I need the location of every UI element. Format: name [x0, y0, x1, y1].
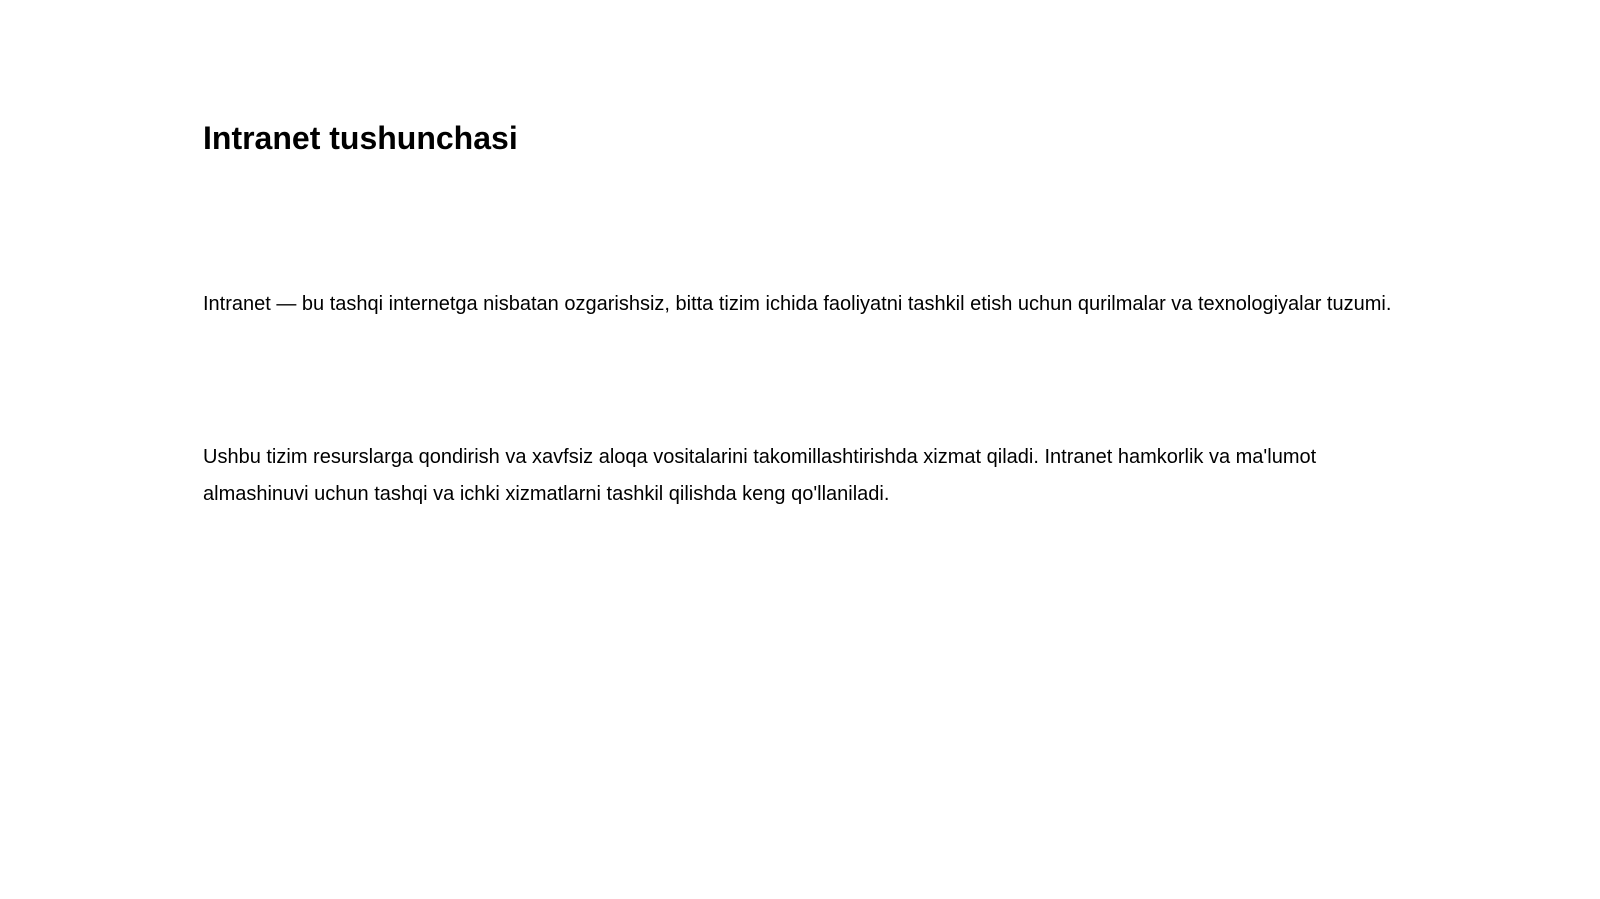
paragraph-intranet-purpose: Ushbu tizim resurslarga qondirish va xavfsiz aloqa vositalarini takomillashtirishda xizmat qiladi. Intranet hamkorlik va ma'lumot almashinuvi uchun tashqi va ichki xizmatlarni tashkil qilishda keng qo'llaniladi.	[203, 446, 1317, 505]
slide-title: Intranet tushunchasi	[203, 120, 518, 156]
paragraph-intranet-definition: Intranet — bu tashqi internetga nisbatan ozgarishsiz, bitta tizim ichida faoliyatni tashkil etish uchun qurilmalar va texnologiyalar tuzumi.	[203, 293, 1392, 315]
